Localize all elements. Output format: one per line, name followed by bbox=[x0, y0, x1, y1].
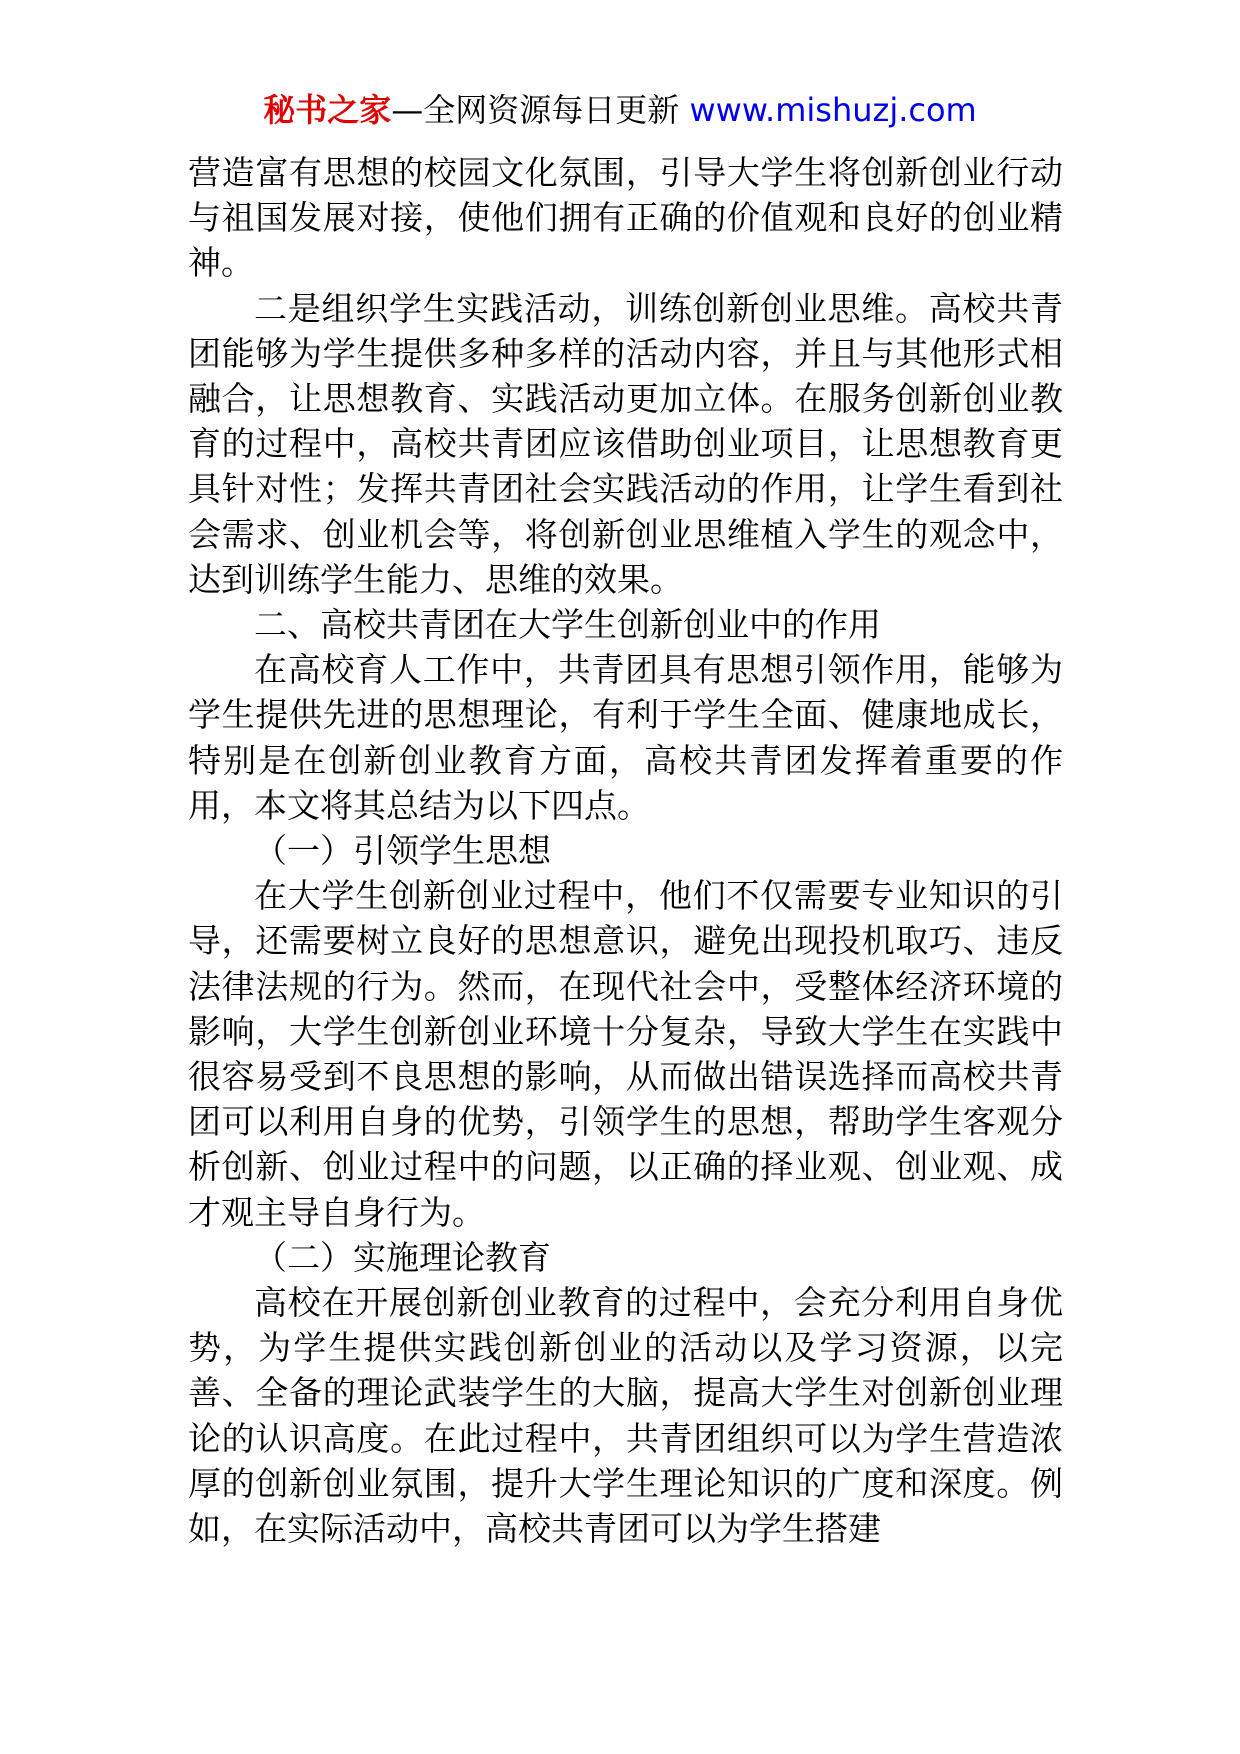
paragraph-guide-thought: 在大学生创新创业过程中，他们不仅需要专业知识的引导，还需要树立良好的思想意识，避免出现投机取巧、违反法律法规的行为。然而，在现代社会中，受整体经济环境的影响，大学生创新创业环境十分复杂，导致大学生在实践中很容易受到不良思想的影响，从而做出错误选择而高校共青团可以利用自身的优势，引领学生的思想，帮助学生客观分析创新、创业过程中的问题，以正确的择业观、创业观、成才观主导自身行为。 bbox=[188, 876, 1063, 1232]
paragraph-theory-education: 高校在开展创新创业教育的过程中，会充分利用自身优势，为学生提供实践创新创业的活动以及学习资源，以完善、全备的理论武装学生的大脑，提高大学生对创新创业理论的认识高度。在此过程中，共青团组织可以为学生营造浓厚的创新创业氛围，提升大学生理论知识的广度和深度。例如，在实际活动中，高校共青团可以为学生搭建 bbox=[188, 1283, 1063, 1549]
site-header bbox=[0, 88, 1240, 132]
site-brand: 秘书之家 bbox=[263, 91, 392, 129]
subheading-1: （一）引领学生思想 bbox=[254, 831, 551, 871]
section-heading-2: 二、高校共青团在大学生创新创业中的作用 bbox=[254, 605, 881, 645]
paragraph-continuation: 营造富有思想的校园文化氛围，引导大学生将创新创业行动与祖国发展对接，使他们拥有正确的价值观和良好的创业精神。 bbox=[188, 153, 1063, 283]
document-body bbox=[188, 150, 1063, 1551]
paragraph-role-intro: 在高校育人工作中，共青团具有思想引领作用，能够为学生提供先进的思想理论，有利于学生全面、健康地成长，特别是在创新创业教育方面，高校共青团发挥着重要的作用，本文将其总结为以下四点。 bbox=[188, 650, 1063, 825]
paragraph-practice-activities: 二是组织学生实践活动，训练创新创业思维。高校共青团能够为学生提供多种多样的活动内容，并且与其他形式相融合，让思想教育、实践活动更加立体。在服务创新创业教育的过程中，高校共青团应该借助创业项目，让思想教育更具针对性；发挥共青团社会实践活动的作用，让学生看到社会需求、创业机会等，将创新创业思维植入学生的观念中，达到训练学生能力、思维的效果。 bbox=[188, 288, 1063, 599]
subheading-2: （二）实施理论教育 bbox=[254, 1237, 551, 1277]
site-tagline: —全网资源每日更新 bbox=[391, 91, 680, 129]
site-url-link[interactable]: www.mishuzj.com bbox=[689, 91, 977, 129]
